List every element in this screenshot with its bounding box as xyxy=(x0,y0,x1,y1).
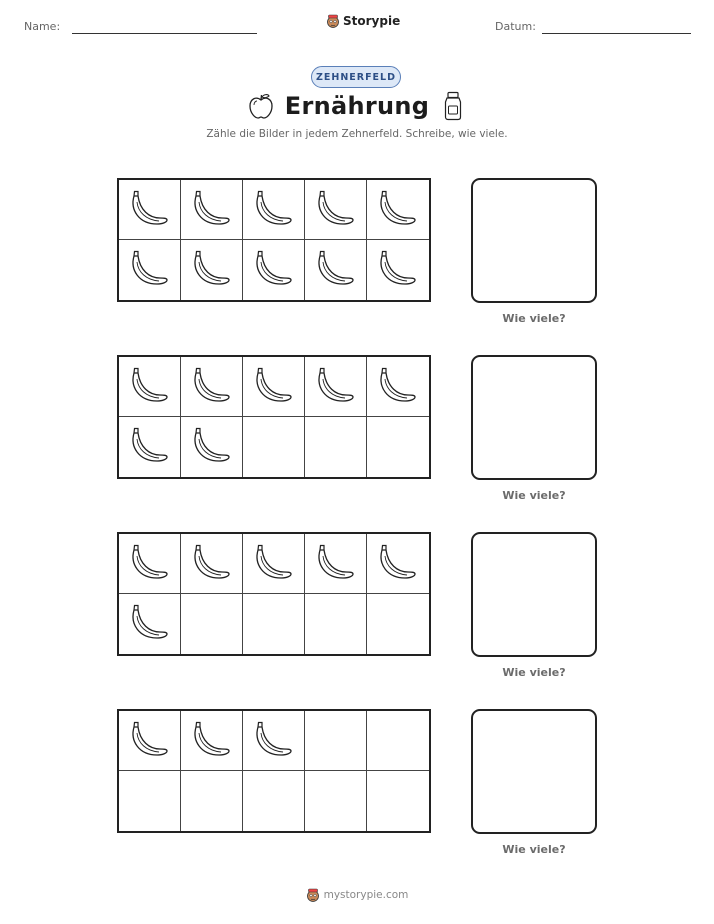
ten-frame-cell xyxy=(181,534,243,594)
ten-frame-cell xyxy=(181,180,243,240)
ten-frame-cell xyxy=(243,594,305,654)
date-line[interactable] xyxy=(542,33,691,34)
instructions: Zähle die Bilder in jedem Zehnerfeld. Schreibe, wie viele. xyxy=(206,128,508,140)
ten-frame-cell xyxy=(305,594,367,654)
banana-icon xyxy=(127,250,171,290)
banana-icon xyxy=(251,190,295,230)
banana-icon xyxy=(313,544,357,584)
ten-frame-cell xyxy=(243,534,305,594)
ten-frame xyxy=(117,355,431,479)
answer-prompt: Wie viele? xyxy=(502,843,566,856)
answer-prompt: Wie viele? xyxy=(502,666,566,679)
ten-frame-cell xyxy=(243,357,305,417)
banana-icon xyxy=(251,721,295,761)
banana-icon xyxy=(313,190,357,230)
banana-icon xyxy=(189,427,233,467)
ten-frame-cell xyxy=(181,357,243,417)
ten-frame-cell xyxy=(181,417,243,477)
banana-icon xyxy=(189,367,233,407)
ten-frame-cell xyxy=(243,711,305,771)
banana-icon xyxy=(251,250,295,290)
ten-frame-cell xyxy=(243,771,305,831)
ten-frame-cell xyxy=(119,240,181,300)
banana-icon xyxy=(313,367,357,407)
ten-frame-cell xyxy=(305,357,367,417)
ten-frame-cell xyxy=(305,240,367,300)
answer-box[interactable] xyxy=(471,709,597,834)
ten-frame-cell xyxy=(119,417,181,477)
ten-frame xyxy=(117,709,431,833)
banana-icon xyxy=(313,250,357,290)
name-label: Name: xyxy=(24,20,61,33)
ten-frame-cell xyxy=(119,711,181,771)
answer-box[interactable] xyxy=(471,355,597,480)
banana-icon xyxy=(375,544,419,584)
banana-icon xyxy=(251,367,295,407)
banana-icon xyxy=(127,367,171,407)
ten-frame-cell xyxy=(367,594,429,654)
ten-frame-cell xyxy=(119,357,181,417)
banana-icon xyxy=(375,250,419,290)
ten-frame-cell xyxy=(367,357,429,417)
ten-frame-cell xyxy=(305,771,367,831)
storypie-mascot-icon xyxy=(326,13,340,29)
banana-icon xyxy=(189,544,233,584)
banana-icon xyxy=(127,721,171,761)
answer-box[interactable] xyxy=(471,178,597,303)
storypie-mascot-icon xyxy=(306,887,320,903)
ten-frame-cell xyxy=(181,594,243,654)
ten-frame-cell xyxy=(243,240,305,300)
ten-frame-cell xyxy=(305,534,367,594)
ten-frame-cell xyxy=(367,771,429,831)
ten-frame-cell xyxy=(305,180,367,240)
page-title: Ernährung xyxy=(284,92,430,120)
banana-icon xyxy=(251,544,295,584)
footer xyxy=(0,887,714,903)
banana-icon xyxy=(189,721,233,761)
ten-frame-cell xyxy=(119,534,181,594)
ten-frame-cell xyxy=(181,240,243,300)
banana-icon xyxy=(375,190,419,230)
ten-frame-cell xyxy=(367,534,429,594)
banana-icon xyxy=(127,544,171,584)
answer-prompt: Wie viele? xyxy=(502,312,566,325)
answer-box[interactable] xyxy=(471,532,597,657)
ten-frame-cell xyxy=(367,711,429,771)
ten-frame-cell xyxy=(243,417,305,477)
ten-frame-cell xyxy=(119,594,181,654)
banana-icon xyxy=(127,190,171,230)
ten-frame-cell xyxy=(243,180,305,240)
worksheet-type-badge: ZEHNERFELD xyxy=(311,66,401,88)
footer-url: mystorypie.com xyxy=(323,889,409,901)
ten-frame-cell xyxy=(367,417,429,477)
brand-name: Storypie xyxy=(343,14,401,28)
brand-logo xyxy=(326,13,400,29)
ten-frame-cell xyxy=(367,180,429,240)
ten-frame-cell xyxy=(305,417,367,477)
ten-frame xyxy=(117,532,431,656)
banana-icon xyxy=(375,367,419,407)
jar-icon xyxy=(443,91,463,121)
name-line[interactable] xyxy=(72,33,257,34)
banana-icon xyxy=(127,427,171,467)
ten-frame-cell xyxy=(305,711,367,771)
ten-frame-cell xyxy=(181,711,243,771)
ten-frame-cell xyxy=(119,771,181,831)
banana-icon xyxy=(189,190,233,230)
banana-icon xyxy=(127,604,171,644)
ten-frame xyxy=(117,178,431,302)
ten-frame-cell xyxy=(367,240,429,300)
banana-icon xyxy=(189,250,233,290)
ten-frame-cell xyxy=(119,180,181,240)
answer-prompt: Wie viele? xyxy=(502,489,566,502)
ten-frame-cell xyxy=(181,771,243,831)
date-label: Datum: xyxy=(495,20,536,33)
